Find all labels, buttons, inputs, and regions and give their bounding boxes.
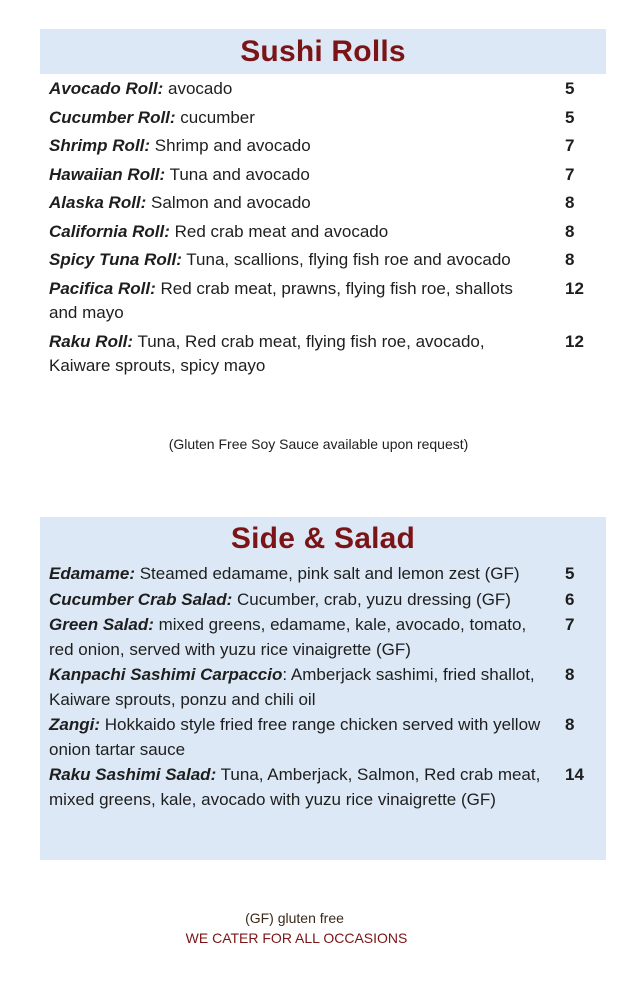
item-description: mixed greens, edamame, kale, avocado, tomato, red onion, served with yuzu rice vinaigrette (GF) [49,615,527,659]
item-description: Tuna, Amberjack, Salmon, Red crab meat, mixed greens, kale, avocado with yuzu rice vinaigrette (GF) [49,765,541,809]
item-price: 7 [565,615,575,634]
item-price: 7 [565,136,575,155]
item-name: Edamame: [49,564,135,583]
menu-item [49,713,589,762]
menu-item [49,77,589,102]
item-description: Tuna, scallions, flying fish roe and avocado [181,250,511,269]
item-price: 12 [565,331,584,351]
item-name: Hawaiian Roll: [49,164,166,184]
menu-item [49,663,589,712]
item-name: Raku Sashimi Salad: [49,765,217,784]
item-price: 6 [565,589,575,609]
item-description: Steamed edamame, pink salt and lemon zest (GF) [134,564,520,583]
item-price: 8 [565,221,575,241]
catering-note: WE CATER FOR ALL OCCASIONS [185,930,408,946]
item-description: Red crab meat and avocado [169,221,389,241]
item-price: 5 [565,564,575,583]
menu-item [49,763,589,812]
item-description: Shrimp and avocado [150,136,311,155]
side-section-title: Side & Salad [230,522,416,555]
item-name: Shrimp Roll: [49,136,151,155]
item-price: 8 [565,250,575,269]
item-price: 14 [565,765,584,784]
item-price: 8 [565,715,575,734]
menu-item [49,163,589,188]
item-price: 7 [565,164,575,184]
menu-item [49,191,589,216]
item-description: Tuna and avocado [165,164,310,184]
item-description: cucumber [175,107,255,127]
item-description: Hokkaido style fried free range chicken served with yellow onion tartar sauce [49,715,541,759]
item-name: Zangi: [49,715,100,734]
item-name: Pacifica Roll: [49,278,156,298]
gluten-free-soy-note: (Gluten Free Soy Sauce available upon request) [168,436,469,452]
item-name: Cucumber Crab Salad: [49,589,233,609]
side-menu-list [49,562,589,813]
item-price: 8 [565,665,575,684]
gf-legend: (GF) gluten free [245,910,344,926]
item-name: Avocado Roll: [49,79,164,98]
menu-item [49,220,589,245]
item-description: Red crab meat, prawns, flying fish roe, shallots and mayo [49,278,513,322]
menu-item [49,106,589,131]
item-price: 8 [565,193,575,212]
menu-item [49,330,589,379]
sushi-header-band [40,29,606,74]
item-description: Tuna, Red crab meat, flying fish roe, avocado, Kaiware sprouts, spicy mayo [49,331,485,375]
item-price: 5 [565,107,575,127]
menu-item [49,248,589,273]
item-name: Alaska Roll: [49,193,147,212]
item-price: 5 [565,79,575,98]
item-name: Kanpachi Sashimi Carpaccio [49,665,283,684]
item-price: 12 [565,278,584,298]
item-name: Green Salad: [49,615,154,634]
item-name: California Roll: [49,221,170,241]
item-description: Salmon and avocado [146,193,311,212]
item-name: Spicy Tuna Roll: [49,250,182,269]
menu-item [49,613,589,662]
item-description: : Amberjack sashimi, fried shallot, Kaiware sprouts, ponzu and chili oil [49,665,535,709]
item-description: Cucumber, crab, yuzu dressing (GF) [232,589,511,609]
menu-item [49,588,589,613]
item-name: Raku Roll: [49,331,134,351]
item-name: Cucumber Roll: [49,107,176,127]
item-description: avocado [163,79,233,98]
menu-item [49,277,589,326]
sushi-menu-list [49,77,589,383]
sushi-section-title: Sushi Rolls [240,35,406,68]
menu-item [49,562,589,587]
menu-item [49,134,589,159]
